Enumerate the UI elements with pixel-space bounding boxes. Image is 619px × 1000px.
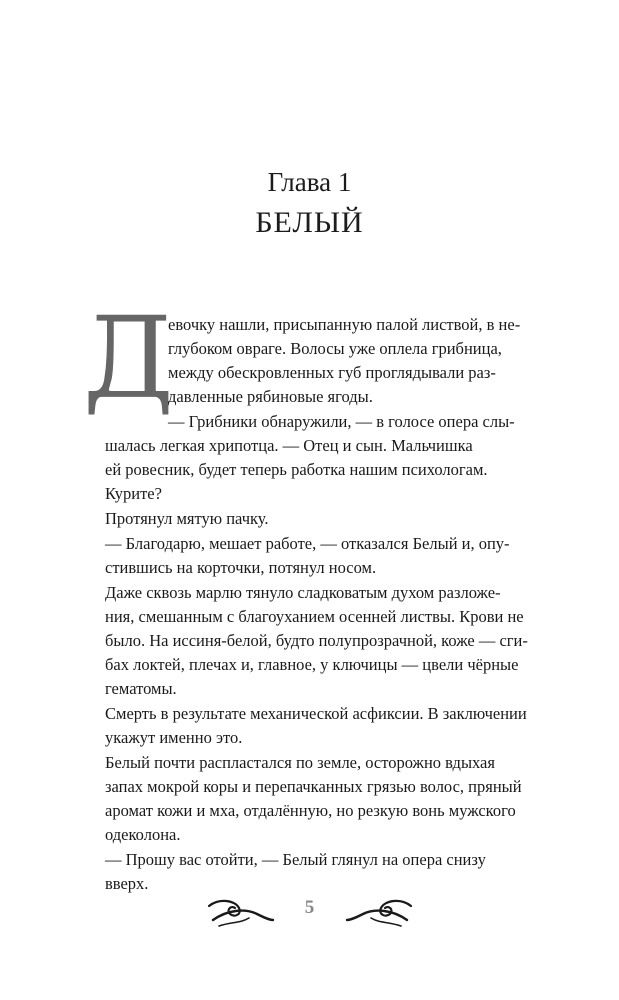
text-line: бах локтей, плечах и, главное, у ключицы — цвели чёрные	[105, 655, 519, 674]
text-line: аромат кожи и мха, отдалённую, но резкую вонь мужского	[105, 801, 516, 820]
page-number: 5	[304, 897, 315, 918]
text-line: евочку нашли, присыпанную палой листвой, в не-	[168, 315, 521, 334]
text-line: Белый почти распластался по земле, осторожно вдыхая	[105, 753, 495, 772]
right-flourish-ornament	[345, 896, 415, 930]
text-line: между обескровленных губ проглядывали раз-	[168, 363, 496, 382]
text-line: ей ровесник, будет теперь работка нашим психологам.	[105, 460, 488, 479]
text-line: — Грибники обнаружили, — в голосе опера слы-	[168, 412, 515, 431]
text-line: глубоком овраге. Волосы уже оплела грибница,	[168, 339, 502, 358]
drop-cap: Д	[83, 294, 175, 424]
text-line: гематомы.	[105, 679, 177, 698]
text-line: одеколона.	[105, 825, 181, 844]
text-line: — Прошу вас отойти, — Белый глянул на опера снизу	[105, 850, 486, 869]
text-line: Даже сквозь марлю тянуло сладковатым духом разложе-	[105, 583, 501, 602]
text-line: вверх.	[105, 874, 149, 893]
text-line: стившись на корточки, потянул носом.	[105, 558, 377, 577]
text-line: Смерть в результате механической асфиксии. В заключении	[105, 704, 527, 723]
text-line: — Благодарю, мешает работе, — отказался Белый и, опу-	[105, 534, 510, 553]
text-line: шалась легкая хрипотца. — Отец и сын. Мальчишка	[105, 436, 473, 455]
text-line: запах мокрой коры и перепачканных грязью волос, пряный	[105, 777, 522, 796]
text-line: было. На иссиня-белой, будто полупрозрачной, коже — сги-	[105, 631, 528, 650]
text-line: ния, смешанным с благоуханием осенней листвы. Крови не	[105, 607, 524, 626]
text-line: укажут именно это.	[105, 728, 243, 747]
text-line: давленные рябиновые ягоды.	[168, 387, 373, 406]
text-line: Протянул мятую пачку.	[105, 509, 269, 528]
chapter-title: БЕЛЫЙ	[255, 206, 364, 239]
chapter-number: Глава 1	[267, 167, 352, 197]
text-line: Курите?	[105, 484, 162, 503]
